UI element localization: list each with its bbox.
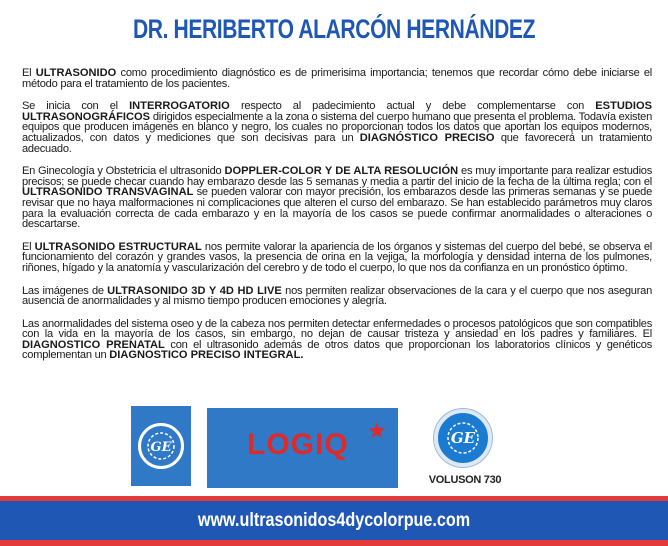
ge-monogram-icon [446, 421, 480, 455]
bold-term: ESTUDIOS ULTRASONOGRÁFICOS [22, 100, 652, 123]
footer-red-stripe [0, 540, 668, 546]
bold-term: ULTRASONIDO ESTRUCTURAL [34, 240, 202, 253]
footer-red-stripe [0, 496, 668, 501]
bold-term: ULTRASONIDO [35, 67, 117, 79]
bold-term: DIAGNÓSTICO PRECISO [359, 131, 495, 144]
footer-banner [0, 496, 668, 546]
bold-term: DIAGNOSTICO PRENATAL [22, 338, 165, 351]
paragraph-5: Las imágenes de ULTRASONIDO 3D Y 4D HD LIVE nos permiten realizar observaciones de la cara y el cuerpo que nos aseguran ausencia de anormalidades y al mismo tiempo producen emociones y alegría. [22, 284, 653, 308]
bold-term: DIAGNOSTICO PRECISO INTEGRAL. [109, 349, 304, 362]
bold-term: INTERROGATORIO [129, 100, 230, 113]
paragraph-6: Las anormalidades del sistema oseo y de la cabeza nos permiten detectar enfermedades o procesos patológicos que son compatibles con la vida en la mayoría de los casos, sin embargo, no dejan de causar tristeza y ansiedad en los padres y familiares. El DIAGNOSTICO PRENATAL con el ultrasonido además de otros datos que proporcionan los laboratorios clínicos y genéticos complementan un DIAGNOSTICO PRECISO INTEGRAL. [22, 317, 653, 362]
website-url: www.ultrasonidos4dycolorpue.com [197, 510, 471, 531]
svg-text:GE: GE [150, 440, 172, 455]
ge-logo-panel [131, 406, 191, 486]
ge-monogram-icon [146, 431, 176, 461]
paragraph-1: El ULTRASONIDO como procedimiento diagnóstico es de primerisima importancia; tenemos que recordar cómo debe iniciarse el método para el tratamiento de los pacientes. [22, 67, 653, 90]
bold-term: ULTRASONIDO TRANSVAGINAL [22, 186, 194, 199]
paragraph-3: En Ginecología y Obstetricia el ultrasonido DOPPLER-COLOR Y DE ALTA RESOLUCIÓN es muy importante para realizar estudios precisos; se puede checar cuando hay embarazo desde las 5 semanas y media a partir del inicio de la fecha de la última regla; con el ULTRASONIDO TRANSVAGINAL se pueden valorar con mayor precisión, los embarazos desde las primeras semanas y se puede revisar que no haya malformaciones ni complicaciones que alteren el curso del embarazo. Se han establecido parámetros muy claros para la evaluación correcta de cada embarazo y en la mayoría de los casos se puede confirmar anormalidades o alteraciones o descartarse. [22, 165, 653, 231]
logiq-logo-text: LOGIQ [247, 428, 349, 461]
article-body [22, 68, 652, 373]
paragraph-4: El ULTRASONIDO ESTRUCTURAL nos permite valorar la apariencia de los órganos y sistemas del cuerpo del bebé, se observa el funcionamiento del corazón y grandes vasos, la presencia de orina en la vejiga, la morfología y densidad interna de los pulmones, riñones, hígado y la anatomía y vascularización del cerebro y de todo el cuerpo, lo que nos da confianza en un pronóstico óptimo. [22, 240, 653, 274]
svg-text:GE: GE [450, 429, 476, 447]
ge-logo-icon [138, 423, 184, 469]
bold-term: ULTRASONIDO 3D Y 4D HD LIVE [107, 284, 282, 297]
logo-strip [0, 404, 668, 496]
logiq-logo-panel [207, 408, 398, 488]
page-title: DR. HERIBERTO ALARCÓN HERNÁNDEZ [132, 14, 536, 44]
ge-logo-icon [434, 409, 492, 467]
voluson-label: VOLUSON 730 [428, 474, 502, 486]
paragraph-2: Se inicia con el INTERROGATORIO respecto al padecimiento actual y debe complementarse con ESTUDIOS ULTRASONOGRÁFICOS dirigidos especialmente a la zona o sistema del cuerpo humano que presenta el problema. Todavía existen equipos que producen imágenes en blanco y negro, los cuales no proporcionan todos los datos que aportan los equipos modernos, actualizados, con datos y mediciones que son decisivas para un DIAGNÓSTICO PRECISO que favorecerá un tratamiento adecuado. [22, 100, 652, 155]
bold-term: DOPPLER-COLOR Y DE ALTA RESOLUCIÓN [224, 165, 459, 178]
star-icon: ★ [367, 418, 387, 443]
